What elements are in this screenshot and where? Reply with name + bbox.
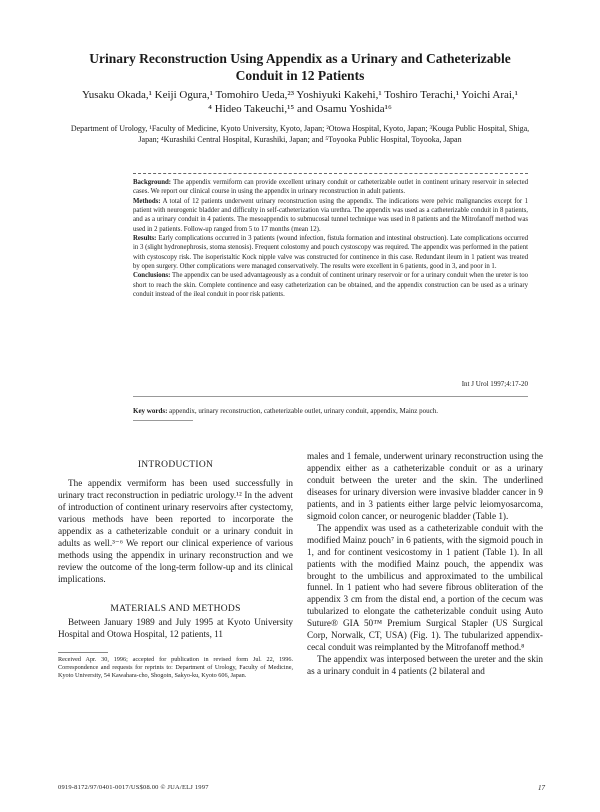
- abstract-conclusions: [133, 271, 528, 299]
- introduction-paragraph: The appendix vermiform has been used successfully in urinary tract reconstruction in pediatric urology.¹² In the advent of introduction of continent urinary reservoirs after cystectomy, various methods have been reported to incorporate the appendix as a catheterizable conduit or a urinary conduit in adults as well.³⁻⁶ We report our clinical experience of various methods using the appendix in urinary reconstruction and we review the outcome of the long-term follow-up and its clinical implications.: [58, 478, 293, 584]
- conclusions-label: Conclusions:: [133, 272, 171, 280]
- journal-citation: Int J Urol 1997;4:17-20: [461, 380, 528, 388]
- abstract-top-rule: [133, 173, 528, 174]
- keywords-text: appendix, urinary reconstruction, catheterizable outlet, urinary conduit, appendix, Mainz pouch.: [169, 407, 438, 415]
- right-column: [307, 451, 543, 678]
- affiliations: Department of Urology, ¹Faculty of Medicine, Kyoto University, Kyoto, Japan; ²Otowa Hospital, Kyoto, Japan; ³Kouga Public Hospital, Shiga, Japan; ⁴Kurashiki Central Hospital, Kurashiki, Japan; and ⁵Toyooka Public Hospital, Toyooka, Japan: [70, 124, 530, 144]
- methods-label: Methods:: [133, 197, 161, 205]
- abstract: [133, 178, 528, 299]
- page-number: 17: [538, 784, 545, 792]
- right-paragraph-2: The appendix was used as a catheterizable conduit with the modified Mainz pouch⁷ in 6 patients, with the sigmoid pouch in 1, and for continent vesicostomy in 1 patient (Table 1). In all patients with the modified Mainz pouch, the appendix was brought to the umbilicus and approximated to the umbilical funnel. In 1 patient who had severe fibrous obliteration of the appendix 3 cm from the distal end, a portion of the cecum was tubularized to elongate the catheterizable conduit using Auto Suture® GIA 50™ Premium Surgical Stapler (US Surgical Corp, Norwalk, CT, USA) (Fig. 1). The tubularized appendix-cecal conduit was reimplanted by the Mitrofanoff method.⁸: [307, 522, 543, 653]
- keywords: [133, 406, 533, 416]
- abstract-background: [133, 178, 528, 197]
- results-label: Results:: [133, 235, 157, 243]
- methods-text: A total of 12 patients underwent urinary reconstruction using the appendix. The indications were pelvic malignancies except for 1 patient with neurogenic bladder and difficulty in self-catheterization via urethra. The appendix was used as a catheterizable conduit in 8 patients, and as a urinary conduit in 4 patients. The mesoappendix to submucosal tunnel technique was used in 8 patients and the Mitrofanoff method was used in 2 patients. Follow-up ranged from 5 to 17 months (mean 12).: [133, 197, 528, 233]
- abstract-methods: [133, 197, 528, 234]
- introduction-heading: INTRODUCTION: [137, 460, 214, 470]
- copyright-line: 0919-8172/97/0401-0017/US$08.00 © JUA/ELJ 1997: [58, 784, 209, 791]
- conclusions-text: The appendix can be used advantageously as a conduit of continent urinary reservoir or for a urinary conduit when the ureter is too short to reach the skin. Complete continence and easy catheterization can be obtained, and the appendix construction can be used as a urinary conduit instead of the ileal conduit in poor risk patients.: [133, 272, 529, 299]
- article-title: Urinary Reconstruction Using Appendix as a Urinary and Catheterizable Conduit in 12 Patients: [89, 51, 511, 83]
- introduction-body: [58, 478, 293, 586]
- keywords-label: Key words:: [133, 407, 168, 415]
- author-list: Yusaku Okada,¹ Keiji Ogura,¹ Tomohiro Ueda,²³ Yoshiyuki Kakehi,¹ Toshiro Terachi,¹ Yoichi Arai,¹ ⁴ Hideo Takeuchi,¹⁵ and Osamu Yoshida¹⁶: [82, 89, 518, 115]
- keywords-rule: [133, 420, 193, 421]
- footnote-rule: [58, 652, 108, 653]
- background-label: Background:: [133, 179, 172, 186]
- right-paragraph-3: The appendix was interposed between the ureter and the skin as a urinary conduit in 4 patients (2 bilateral and: [307, 654, 543, 677]
- results-text: Early complications occurred in 3 patients (wound infection, fistula formation and intestinal obstruction). Late complications occurred in 3 (slight hydronephrosis, stoma stenosis). Frequent colostomy and pouch cystoscopy was required. The appendix was performed in the patient with cystoscopy risk. The isoperistaltic Kock nipple valve was constructed for continence in this case. Redundant ileum in 1 patient was treated by open surgery. Other complications were managed conservatively. The results were excellent in 6 patients, good in 3, and poor in 1.: [133, 235, 528, 271]
- right-paragraph-1: males and 1 female, underwent urinary reconstruction using the appendix either as a catheterizable conduit or as a urinary conduit between the ureter and the skin. The underlined diseases for urinary diversion were invasive bladder cancer in 9 patients, and in 3 patients either large pelvic leiomyosarcoma, sigmoid colon cancer, or neurogenic bladder (Table 1).: [307, 451, 543, 521]
- methods-body: [58, 617, 293, 641]
- methods-heading: MATERIALS AND METHODS: [110, 604, 241, 614]
- methods-paragraph: Between January 1989 and July 1995 at Kyoto University Hospital and Otowa Hospital, 12 patients, 11: [58, 617, 293, 639]
- abstract-results: [133, 234, 528, 271]
- footnote: Received Apr. 30, 1996; accepted for publication in revised form Jul. 22, 1996. Correspondence and requests for reprints to: Department of Urology, Faculty of Medicine, Kyoto University, 54 Kawahara-cho, Shogoin, Sakyo-ku, Kyoto 606, Japan.: [58, 656, 293, 680]
- abstract-bottom-rule: [133, 396, 528, 397]
- background-text: The appendix vermiform can provide excellent urinary conduit or catheterizable outlet in continent urinary reservoir in selected cases. We report our clinical course in using the appendix in urinary reconstruction in adult patients.: [133, 179, 528, 196]
